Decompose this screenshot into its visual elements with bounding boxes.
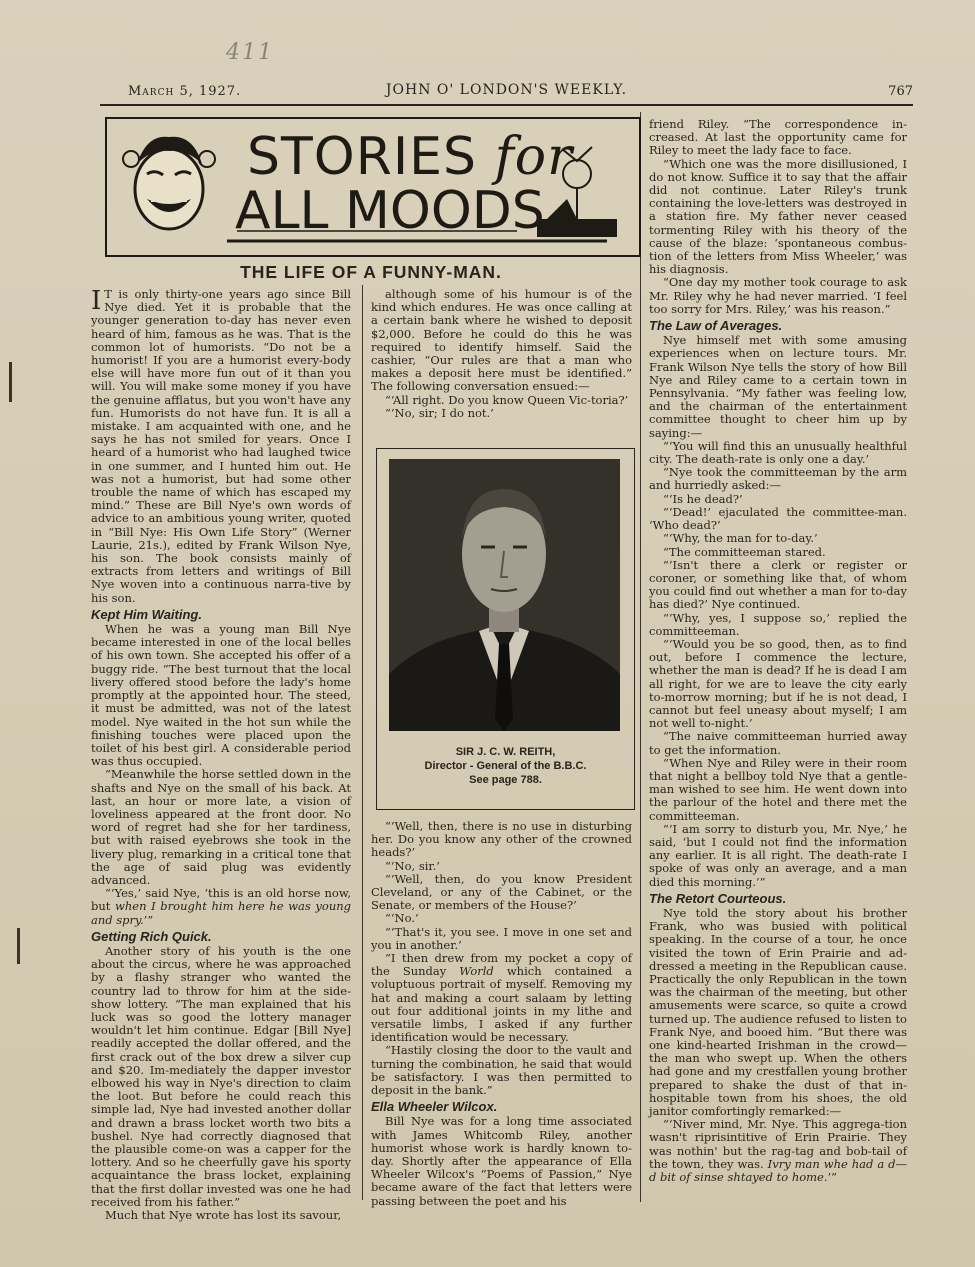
column-1	[91, 288, 351, 1222]
paragraph: “‘Well, then, do you know President Cleveland, or any of the Cabinet, or the Senate, or members of the House?’	[371, 871, 632, 913]
stories-banner	[105, 117, 641, 257]
subheading-getting-rich-quick: Getting Rich Quick.	[91, 928, 212, 944]
binding-mark	[9, 362, 12, 402]
paragraph: although some of his humour is of the kind which endures. He was once calling at a certain bank where he wished to deposit $2,000. Before he could do this he was required to identify himself. Said the cashier, “Our rules are that a man who makes a deposit here must be identified.” The following conversation ensued:—	[371, 287, 632, 394]
paragraph: “The naive committeeman hurried away to get the information.	[649, 729, 907, 757]
caption-role: Director - General of the B.B.C.	[424, 760, 587, 772]
paragraph: “Nye took the committeeman by the arm and hurriedly asked:—	[649, 465, 907, 493]
binding-mark	[17, 928, 20, 964]
subheading-ella-wheeler-wilcox: Ella Wheeler Wilcox.	[371, 1099, 498, 1115]
drop-cap: I	[91, 286, 102, 316]
paragraph: “‘Yes,’ said Nye, ‘this is an old horse now, but when I brought him here he was young and spry.’”	[91, 886, 351, 927]
publication-title: JOHN O' LONDON'S WEEKLY.	[385, 82, 628, 98]
paragraph: “‘Dead!’ ejaculated the committee-man. ‘Who dead?’	[649, 504, 907, 533]
paragraph: “‘Well, then, there is no use in disturbing her. Do you know any other of the crowned heads?’	[371, 819, 632, 860]
subheading-retort-courteous: The Retort Courteous.	[649, 890, 787, 906]
paragraph: “‘You will find this an unusually healthful city. The death-rate is only one a day.’	[649, 438, 907, 467]
portrait-caption	[377, 745, 634, 787]
paragraph: “‘Is he dead?’	[663, 491, 743, 506]
header-rule	[100, 104, 913, 106]
paragraph: Nye told the story about his brother Frank, who was busied with political speaking. In the course of a tour, he once visited the town of Erin Prairie and ad-dressed a meeting in the Republican cause. Practically the only Republican in the town was the chairman of the meeting, but other amusements were scarce, so quite a crowd turned up. The audience refused to listen to Frank Nye, and booed him. “But there was one kind-hearted Irishman in the crowd—the man who swept up. When the others had gone and my crestfallen young brother prepared to shake the dust of that in-hospitable town from his shoes, the old janitor comfortingly remarked:—	[649, 905, 907, 1119]
column-3	[649, 118, 907, 1184]
paragraph: “Meanwhile the horse settled down in the shafts and Nye on the small of his back. At last, an hour or more late, a vision of loveliness appeared at the front door. No word of regret had she for her tardiness, but with raised eyebrows she took in the livery plug, remarking in a critical tone that the age of said plug was evidently advanced.	[91, 767, 351, 887]
subheading-kept-him-waiting: Kept Him Waiting.	[91, 606, 202, 622]
paragraph: “When Nye and Riley were in their room that night a bellboy told Nye that a gentle-man wished to see him. He went down into the parlour of the hotel and there met the committeeman.	[649, 755, 907, 823]
page-number: 767	[888, 84, 913, 99]
paragraph: “‘Why, the man for to-day.’	[663, 531, 818, 546]
intro-paragraph: I T is only thirty-one years ago since Bill Nye died. Yet it is probable that the younger generation to-day has never even heard of him, famous as he was. That is the common lot of humorists. “Do not be a humorist! If you are a humorist every-body else will have more fun out of it than you will. You will make some money if you have the genuine afflatus, but you won't have any fun. Humorists do not have fun. It is all a mistake. I am acquainted with one, and he says he has not smiled for years. Once I heard of a humorist who had laughed twice in one summer, and I hunted him out. He was not a humorist, but had some other trouble the name of which has escaped my mind.” These are Bill Nye's own words of advice to an ambitious young writer, quoted in “Bill Nye: His Own Life Story” (Werner Laurie, 21s.), edited by Frank Wilson Nye, his son. The book consists mainly of extracts from letters and writings of Bill Nye woven into a continuous narra-tive by his son.	[91, 286, 351, 605]
portrait-illustration	[389, 459, 620, 731]
running-header	[100, 82, 913, 104]
banner-line-2: ALL MOODS	[235, 181, 545, 241]
paragraph: “‘Would you be so good, then, as to find out, before I commence the lecture, whether the man is dead? If he is dead I am all right, for we are to leave the city early to-morrow morning; but if he is not dead, I cannot but feel uneasy about myself; I am not well to-night.’	[649, 636, 907, 731]
column-2-top	[371, 288, 632, 420]
paragraph: Another story of his youth is the one about the circus, where he was approached by a flashy stranger who wanted the country lad to throw for him at the side-show lottery. “The man explained that his luck was so good the lottery manager wouldn't let him continue. Edgar [Bill Nye] readily accepted the dollar offered, and the first crack out of the box drew a silver cup and $20. Im-mediately the dapper investor elbowed his way in Nye's direction to claim the loot. But before he could reach this simple lad, Nye had invested another dollar and drawn a brass locket worth two bits a bushel. Nye had correctly diagnosed that the plausible come-on was a capper for the lottery. And so he cheerfully gave his sporty acquaintance the brass locket, explaining that the first dollar invested was one he had received from his father.”	[91, 943, 351, 1209]
column-divider-2	[640, 112, 641, 1202]
portrait-figure	[376, 448, 635, 810]
article-title: THE LIFE OF A FUNNY-MAN.	[240, 262, 502, 282]
paragraph: “‘Niver mind, Mr. Nye. This aggrega-tion wasn't riprisintitive of Erin Prairie. They was nothin' but the rag-tag and bob-tail of the town, they was. Ivry man whe had a d—d bit of sinse shtayed to home.’”	[649, 1117, 907, 1185]
column-divider-1	[362, 285, 363, 1200]
paragraph: “Which one was the more disillusioned, I do not know. Suffice it to say that the affair did not continue. Later Riley's trunk containing the love-letters was destroyed in a station fire. My father never ceased tormenting Riley with his theory of the cause of the blaze: ‘spontaneous combus-tion of the letters from Miss Wheeler,’ was his diagnosis.	[649, 156, 907, 277]
paragraph: Much that Nye wrote has lost its savour,	[105, 1208, 342, 1223]
paragraph: “‘I am sorry to disturb you, Mr. Nye,’ he said, ‘but I could not find the information any earlier. It is all right. The death-rate I spoke of was only an average, and a man died this morning.’”	[649, 821, 907, 889]
paragraph: “One day my mother took courage to ask Mr. Riley why he had never married. ‘I feel too sorry for Mrs. Riley,’ was his reason.”	[649, 275, 907, 316]
paragraph: “I then drew from my pocket a copy of the Sunday World which contained a voluptuous portrait of myself. Removing my hat and making a court salaam by letting out four additional joints in my lithe and versatile limbs, I asked if any further identification would be necessary.	[371, 951, 633, 1045]
caption-name: SIR J. C. W. REITH,	[455, 746, 556, 758]
paragraph: “‘That's it, you see. I move in one set and you in another.’	[371, 924, 632, 952]
laughing-mask-icon	[123, 137, 215, 229]
paragraph: “The committeeman stared.	[663, 544, 826, 559]
portrait-photo	[389, 459, 620, 731]
banner-line-1: STORIES for	[247, 127, 573, 187]
paragraph: “‘Isn't there a clerk or register or coroner, or something like that, of whom you could find out whether a man for to-day has died?’ Nye continued.	[649, 557, 907, 612]
paragraph: “‘No.’	[385, 911, 419, 926]
pencil-annotation: 411	[226, 40, 274, 65]
paragraph: “Hastily closing the door to the vault and turning the combination, he said that would be satisfactory. I was then permitted to deposit in the bank.”	[371, 1043, 632, 1098]
paragraph: Bill Nye was for a long time associated with James Whitcomb Riley, another humorist whose work is hardly known to-day. Shortly after the appearance of Ella Wheeler Wilcox's “Poems of Passion,” Nye became aware of the fact that letters were passing between the poet and his	[371, 1114, 632, 1208]
issue-date: March 5, 1927.	[128, 84, 242, 99]
column-2-bottom	[371, 820, 632, 1208]
paragraph: When he was a young man Bill Nye became interested in one of the local belles of his own town. She accepted his offer of a buggy ride. “The best turnout that the local livery offered stood before the lady's home promptly at the appointed hour. The steed, it must be admitted, was not of the latest model. Nye waited in the hot sun while the finishing touches were placed upon the toilet of his best girl. A considerable period was thus occupied.	[91, 622, 351, 769]
paragraph: “‘No, sir; I do not.’	[385, 405, 494, 420]
paragraph: “‘No, sir.’	[385, 858, 440, 873]
paragraph: “‘Why, yes, I suppose so,’ replied the committeeman.	[649, 610, 907, 638]
paragraph: friend Riley. “The correspondence in-creased. At last the opportunity came for Riley to meet the lady face to face.	[649, 117, 907, 158]
paragraph: Nye himself met with some amusing experiences when on lecture tours. Mr. Frank Wilson Nye tells the story of how Bill Nye and Riley came to a certain town in Pennsylvania. “My father was feeling low, and the chairman of the entertainment committee thought to cheer him up by saying:—	[649, 333, 907, 440]
caption-reference: See page 788.	[469, 774, 542, 786]
subheading-law-of-averages: The Law of Averages.	[649, 318, 783, 334]
paragraph: “‘All right. Do you know Queen Vic-toria?’	[385, 392, 629, 407]
